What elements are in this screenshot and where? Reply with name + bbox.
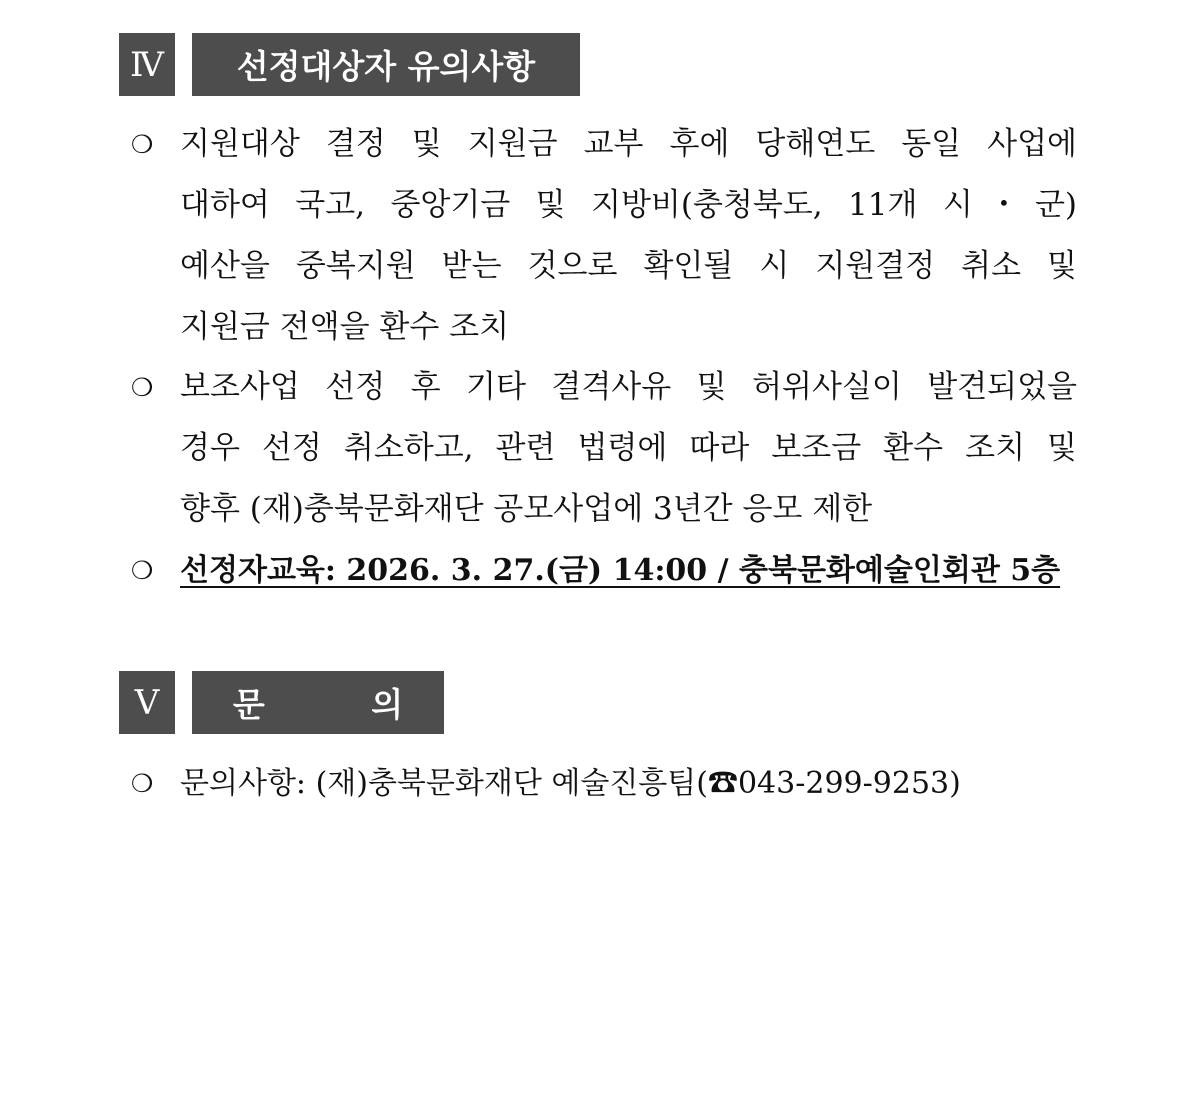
notice-item-line: 지원대상 결정 및 지원금 교부 후에 당해연도 동일 사업에 [180,126,1077,162]
notice-item-cancellation [131,357,1077,540]
section-4-title: 선정대상자 유의사항 [192,33,580,96]
circle-bullet-icon: ❍ [131,769,154,798]
notice-item-line: 대하여 국고, 중앙기금 및 지방비(충청북도, 11개 시・군) [180,187,1077,223]
notice-item-line: 향후 (재)충북문화재단 공모사업에 3년간 응모 제한 [180,491,873,527]
section-4-number: Ⅳ [119,33,175,96]
section-5-header [119,671,444,734]
circle-bullet-icon: ❍ [131,130,154,159]
contact-text: 문의사항: (재)충북문화재단 예술진흥팀(☎043-299-9253) [180,766,961,801]
notice-item-line: 지원금 전액을 환수 조치 [180,309,510,345]
education-schedule-text: 선정자교육: 2026. 3. 27.(금) 14:00 / 충북문화예술인회관 5층 [180,553,1061,588]
notice-item-line: 보조사업 선정 후 기타 결격사유 및 허위사실이 발견되었을 [180,369,1077,405]
section-5-title: 문 의 [192,671,444,734]
notice-item-exclusion [131,114,1077,358]
circle-bullet-icon: ❍ [131,556,154,585]
contact-item [131,753,1077,814]
circle-bullet-icon: ❍ [131,373,154,402]
section-5-number: Ⅴ [119,671,175,734]
notice-item-line: 예산을 중복지원 받는 것으로 확인될 시 지원결정 취소 및 [180,248,1077,284]
section-4-header [119,33,580,96]
notice-item-education [131,540,1077,601]
notice-item-line: 경우 선정 취소하고, 관련 법령에 따라 보조금 환수 조치 및 [180,430,1077,466]
